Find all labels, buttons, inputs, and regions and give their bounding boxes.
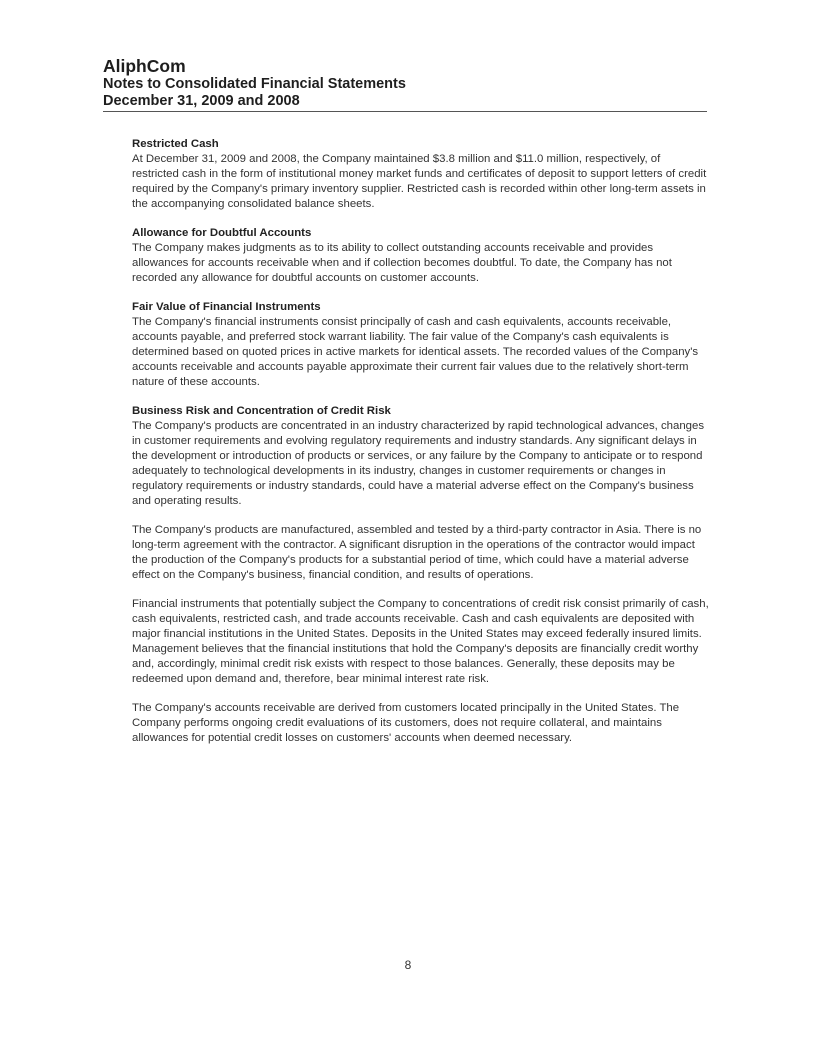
header-rule bbox=[103, 111, 707, 112]
page-number: 8 bbox=[404, 958, 412, 972]
section-heading: Business Risk and Concentration of Credit Risk bbox=[132, 405, 391, 417]
document-header bbox=[103, 56, 707, 110]
paragraph: The Company's products are manufactured, assembled and tested by a third-party contractor in Asia. There is no long-term agreement with the contractor. A significant disruption in the operations of the contractor would impact the production of the Company's products for a substantial period of time, which could have a material adverse effect on the Company's business, financial condition, and results of operations. bbox=[132, 524, 702, 581]
paragraph: At December 31, 2009 and 2008, the Company maintained $3.8 million and $11.0 million, respectively, of restricted cash in the form of institutional money market funds and certificates of deposit to support letters of credit required by the Company's primary inventory supplier. Restricted cash is recorded within other long-term assets in the accompanying consolidated balance sheets. bbox=[132, 153, 707, 210]
document-title: Notes to Consolidated Financial Statements bbox=[103, 76, 406, 92]
section-heading: Fair Value of Financial Instruments bbox=[132, 301, 321, 313]
section-heading: Allowance for Doubtful Accounts bbox=[132, 227, 312, 239]
section-heading: Restricted Cash bbox=[132, 138, 219, 150]
paragraph: The Company makes judgments as to its ability to collect outstanding accounts receivable and provides allowances for accounts receivable when and if collection becomes doubtful. To date, the Company has not recorded any allowance for doubtful accounts on customer accounts. bbox=[132, 242, 672, 284]
notes-body bbox=[132, 137, 710, 760]
paragraph: The Company's accounts receivable are derived from customers located principally in the United States. The Company performs ongoing credit evaluations of its customers, does not require collateral, and maintains allowances for potential credit losses on customers' accounts when deemed necessary. bbox=[132, 702, 680, 744]
paragraph: The Company's financial instruments consist principally of cash and cash equivalents, accounts receivable, accounts payable, and preferred stock warrant liability. The fair value of the Company's cash equivalents is determined based on quoted prices in active markets for identical assets. The recorded values of the Company's accounts receivable and accounts payable approximate their current fair values due to the relatively short-term nature of these accounts. bbox=[132, 316, 699, 388]
section-restricted-cash bbox=[132, 137, 710, 212]
section-business-risk bbox=[132, 404, 710, 746]
paragraph: Financial instruments that potentially subject the Company to concentrations of credit risk consist primarily of cash, cash equivalents, restricted cash, and trade accounts receivable. Cash and cash equivalents are deposited with major financial institutions in the United States. Deposits in the United States may exceed federally insured limits. Management believes that the financial institutions that hold the Company's deposits are financially credit worthy and, accordingly, minimal credit risk exists with respect to those balances. Generally, these deposits may be redeemed upon demand and, therefore, bear minimal interest rate risk. bbox=[132, 598, 709, 685]
paragraph: The Company's products are concentrated in an industry characterized by rapid technological advances, changes in customer requirements and evolving regulatory requirements and industry standards. Any significant delays in the development or introduction of products or services, or any failure by the Company to anticipate or to respond adequately to technological developments in its industry, changes in customer requirements or changes in regulatory requirements or industry standards, could have a material adverse effect on the Company's business and operating results. bbox=[132, 420, 705, 507]
document-date: December 31, 2009 and 2008 bbox=[103, 93, 300, 109]
section-fair-value bbox=[132, 300, 710, 390]
section-allowance-doubtful-accounts bbox=[132, 226, 710, 286]
company-name: AliphCom bbox=[103, 56, 186, 76]
